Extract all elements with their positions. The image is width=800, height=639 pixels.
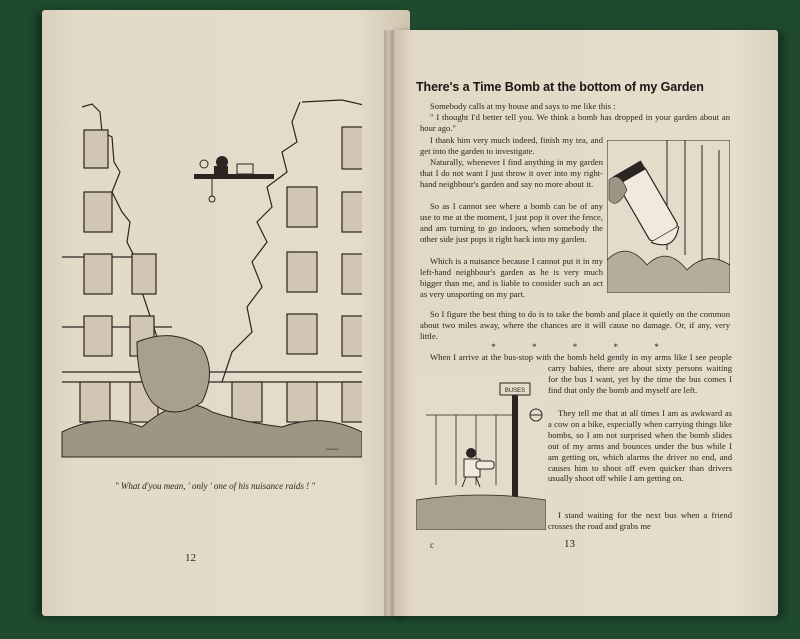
paragraph: Somebody calls at my house and says to me like this : <box>430 101 616 111</box>
paragraph: I thank him very much indeed, finish my tea, and get into the garden to investigate. <box>420 135 603 156</box>
bombed-building-illustration <box>42 92 362 472</box>
signature-mark: c <box>430 540 434 550</box>
article-title: There's a Time Bomb at the bottom of my Garden <box>416 80 704 94</box>
bomb-over-fence-illustration <box>607 140 730 293</box>
page-number-right: 13 <box>564 538 575 550</box>
paragraph: " I thought I'd better tell you. We think a bomb has dropped in your garden about an hour ago." <box>420 112 730 133</box>
section-break: * * * * * <box>491 342 659 352</box>
paragraph: I stand waiting for the next bus when a friend crosses the road and grabs me <box>548 510 732 531</box>
paragraph: When I arrive at the bus-stop with the bomb held gently in my arms like I see people carry babies, there are about sixty persons waiting for the bus I want, yet by the time the bus comes I find that only the bomb and myself are left. <box>430 352 732 395</box>
page-gutter <box>384 30 394 616</box>
bus-sign-text: BUSES <box>504 388 526 394</box>
svg-text:~~~: ~~~ <box>326 445 339 454</box>
paragraph: They tell me that at all times I am as awkward as a cow on a bike, especially when carrying things like bombs, so I am not surprised when the bomb slides out of my arms and bounces under the bus while I am getting on, which alarms the driver no end, and causes him to shoot off even quicker than drivers usually shoot off while I am getting on. <box>548 408 732 484</box>
page-number-left: 12 <box>185 552 196 564</box>
bus-stop-illustration <box>416 375 546 530</box>
paragraph: Naturally, whenever I find anything in my garden that I do not want I just throw it over into my right-hand neighbour's garden and say no more about it. <box>420 157 603 189</box>
paragraph: So as I cannot see where a bomb can be of any use to me at the moment, I just pop it over the fence, and am turning to go indoors, when somebody the other side just pops it right back into my garden. <box>420 201 603 244</box>
illustration-caption: " What d'you mean, ' only ' one of his nuisance raids ! " <box>114 481 316 491</box>
paragraph: So I figure the best thing to do is to take the bomb and place it quietly on the common about two miles away, where the chances are it will cause no damage. Or, if any, very little. <box>420 309 730 341</box>
paragraph: Which is a nuisance because I cannot put it in my left-hand neighbour's garden as he is very much bigger than me, and is liable to consider such an act as very unsporting on my part. <box>420 256 603 299</box>
